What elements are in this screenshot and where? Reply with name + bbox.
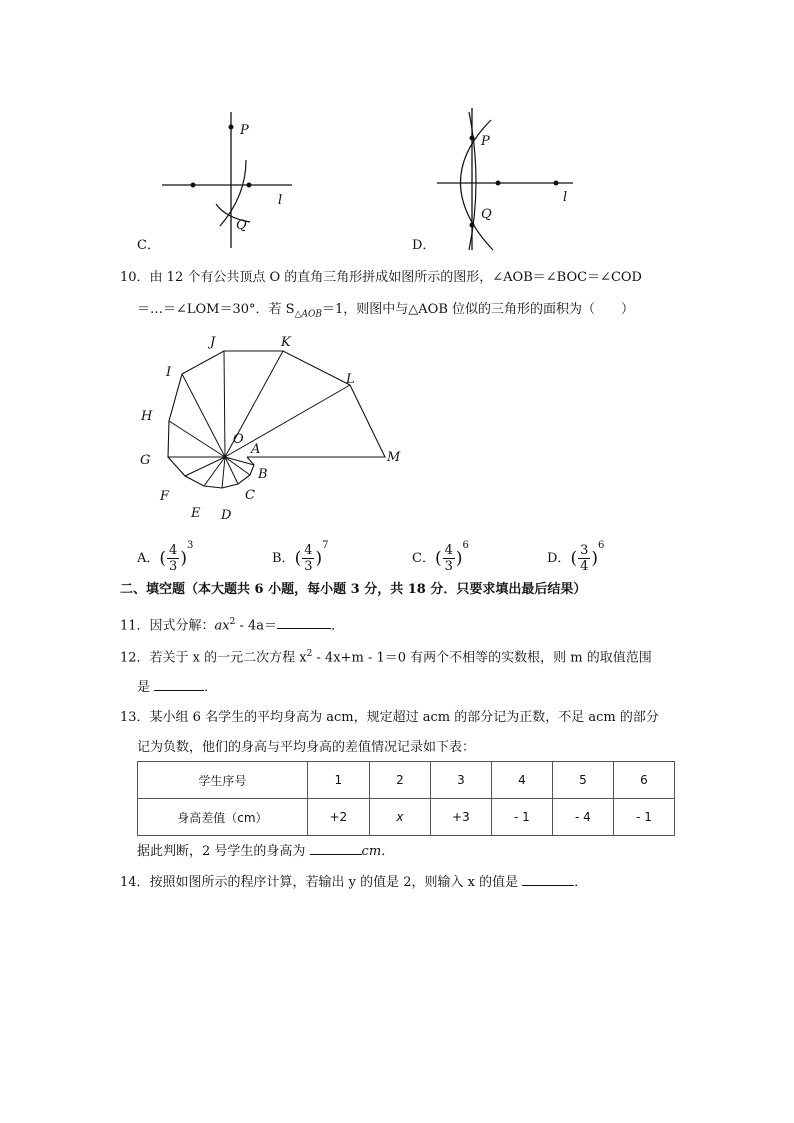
table-header-cell: 1 [307,762,369,799]
table-cell: - 1 [613,799,674,836]
q10-option-d-den: 4 [580,559,589,574]
table-cell: +2 [307,799,369,836]
q12-exp: 2 [306,649,313,659]
q10-option-c[interactable]: C．( $\frac{4}{3}$ )$^6$ [412,540,469,574]
q11-exp: 2 [229,617,236,627]
q10-line2-sub: △AOB [294,309,322,320]
table-header-cell: 6 [613,762,674,799]
q11-suffix: ． [331,618,345,634]
q9-option-c-label: C． [137,238,160,253]
q9-option-c-figure [150,100,310,250]
q10-label-m: M [387,450,401,465]
q12-answer-blank[interactable] [154,676,204,691]
q13-text-line1: 13．某小组 6 名学生的平均身高为 acm，规定超过 acm 的部分记为正数，不足 acm 的部分 [120,710,659,725]
q10-option-d-exp: 6 [598,540,605,551]
q12-text-line2 [137,676,217,698]
q10-text-line1: 10．由 12 个有公共顶点 O 的直角三角形拼成如图所示的图形，∠AOB＝∠BOC＝∠COD [120,270,642,285]
q13-height-table [137,761,675,836]
q12-text-line1 [120,644,652,668]
q11-expr-b: - 4a＝ [235,618,278,634]
c-point-p [229,125,234,130]
ray-of [204,457,225,486]
table-header-cell: 学生序号 [138,762,308,799]
q10-label-a: A [251,442,261,457]
section2-heading: 二、填空题（本大题共 6 小题，每小题 3 分，共 18 分．只要求填出最后结果） [120,582,587,597]
ray-og-ext [185,457,225,476]
q10-text-line2 [137,300,634,325]
c-label-p: P [240,123,249,138]
q12-line2-prefix: 是 [137,680,155,695]
q10-label-b: B [258,467,268,482]
q10-option-d-fraction [578,543,590,574]
q10-label-f: F [160,489,170,504]
table-header-cell: 2 [369,762,430,799]
c-label-l: l [278,193,283,208]
q12-line2-suffix: ． [204,680,218,695]
ray-ol [225,385,350,457]
q10-option-b-label: B． [272,551,295,566]
c-label-q: Q [236,218,247,233]
table-header-cell: 5 [552,762,613,799]
table-cell: x [369,799,430,836]
q10-option-b-den: 3 [304,559,313,574]
q10-option-a[interactable]: A．( $\frac{4}{3}$ )$^3$ [137,540,194,574]
q10-label-h: H [141,409,153,424]
q12-line1-prefix: 12．若关于 x 的一元二次方程 x [120,650,307,666]
q10-option-a-den: 3 [169,559,178,574]
q10-line2-prefix: ＝…＝∠LOM＝30°．若 S [137,302,295,317]
table-header-cell: 3 [430,762,491,799]
ray-ob [225,457,254,465]
q13-after-prefix: 据此判断，2 号学生的身高为 [137,844,310,859]
ray-oi [182,374,225,457]
q10-option-a-fraction [167,543,179,574]
table-cell: - 1 [491,799,552,836]
c-point-left [191,183,196,188]
q10-option-a-label: A． [137,551,160,566]
d-label-p: P [481,134,490,149]
q10-option-a-num: 4 [169,543,178,558]
q10-label-l: L [346,372,355,387]
q13-text-line2: 记为负数，他们的身高与平均身高的差值情况记录如下表： [137,740,476,755]
q10-label-e: E [191,506,201,521]
q10-option-c-fraction [443,543,455,574]
q11-text [120,612,344,636]
q10-label-g: G [140,453,151,468]
q10-option-b-fraction [302,543,314,574]
q10-label-d: D [221,508,232,523]
q10-option-c-label: C． [412,551,435,566]
q13-answer-blank[interactable] [310,840,362,855]
q10-label-i: I [166,365,172,380]
ray-od [225,457,238,484]
q13-text-after [137,840,394,862]
q10-option-a-exp: 3 [186,540,194,551]
q9-option-d-figure [425,100,595,255]
table-row [138,762,675,799]
q9-option-d-label: D． [412,238,436,253]
q10-option-c-den: 3 [444,559,453,574]
q11-expr-a: ax [214,618,230,634]
q10-option-b[interactable]: B．( $\frac{4}{3}$ )$^7$ [272,540,329,574]
d-point-right [554,181,559,186]
table-cell: - 4 [552,799,613,836]
q14-answer-blank[interactable] [522,871,574,886]
q10-option-c-exp: 6 [462,540,469,551]
table-header-cell: 4 [491,762,552,799]
q14-prefix: 14．按照如图所示的程序计算，若输出 y 的值是 2，则输入 x 的值是 [120,875,523,890]
q10-label-j: J [210,335,216,350]
q10-label-o: O [233,432,244,447]
c-arc-1 [220,160,246,226]
q11-prefix: 11．因式分解： [120,618,215,634]
q10-label-c: C [245,488,255,503]
q10-option-c-num: 4 [444,543,453,558]
table-cell: +3 [430,799,491,836]
q10-label-k: K [281,335,291,350]
q14-text [120,871,587,893]
table-row [138,799,675,836]
table-cell: 身高差值（cm） [138,799,308,836]
q14-suffix: ． [574,875,588,890]
ray-oc [225,457,250,475]
q12-line1-suffix: - 4x+m - 1＝0 有两个不相等的实数根，则 m 的取值范围 [312,650,652,666]
d-label-q: Q [481,207,492,222]
q11-answer-blank[interactable] [277,614,331,629]
q10-figure [130,330,420,530]
q10-line2-suffix: ＝1，则图中与△AOB 位似的三角形的面积为（ ） [322,302,635,317]
q10-option-b-exp: 7 [322,540,329,551]
ray-oj [224,351,225,457]
d-label-l: l [563,190,568,205]
d-point-mid [496,181,501,186]
ray-oh [169,421,225,457]
q10-option-d-num: 3 [580,543,589,558]
q10-option-d-label: D． [547,551,571,566]
c-point-right [247,183,252,188]
q13-after-suffix: cm． [361,844,395,859]
q10-option-b-num: 4 [304,543,313,558]
ray-oe [222,457,225,488]
q10-option-d[interactable]: D．( $\frac{3}{4}$ )$^6$ [547,540,605,574]
